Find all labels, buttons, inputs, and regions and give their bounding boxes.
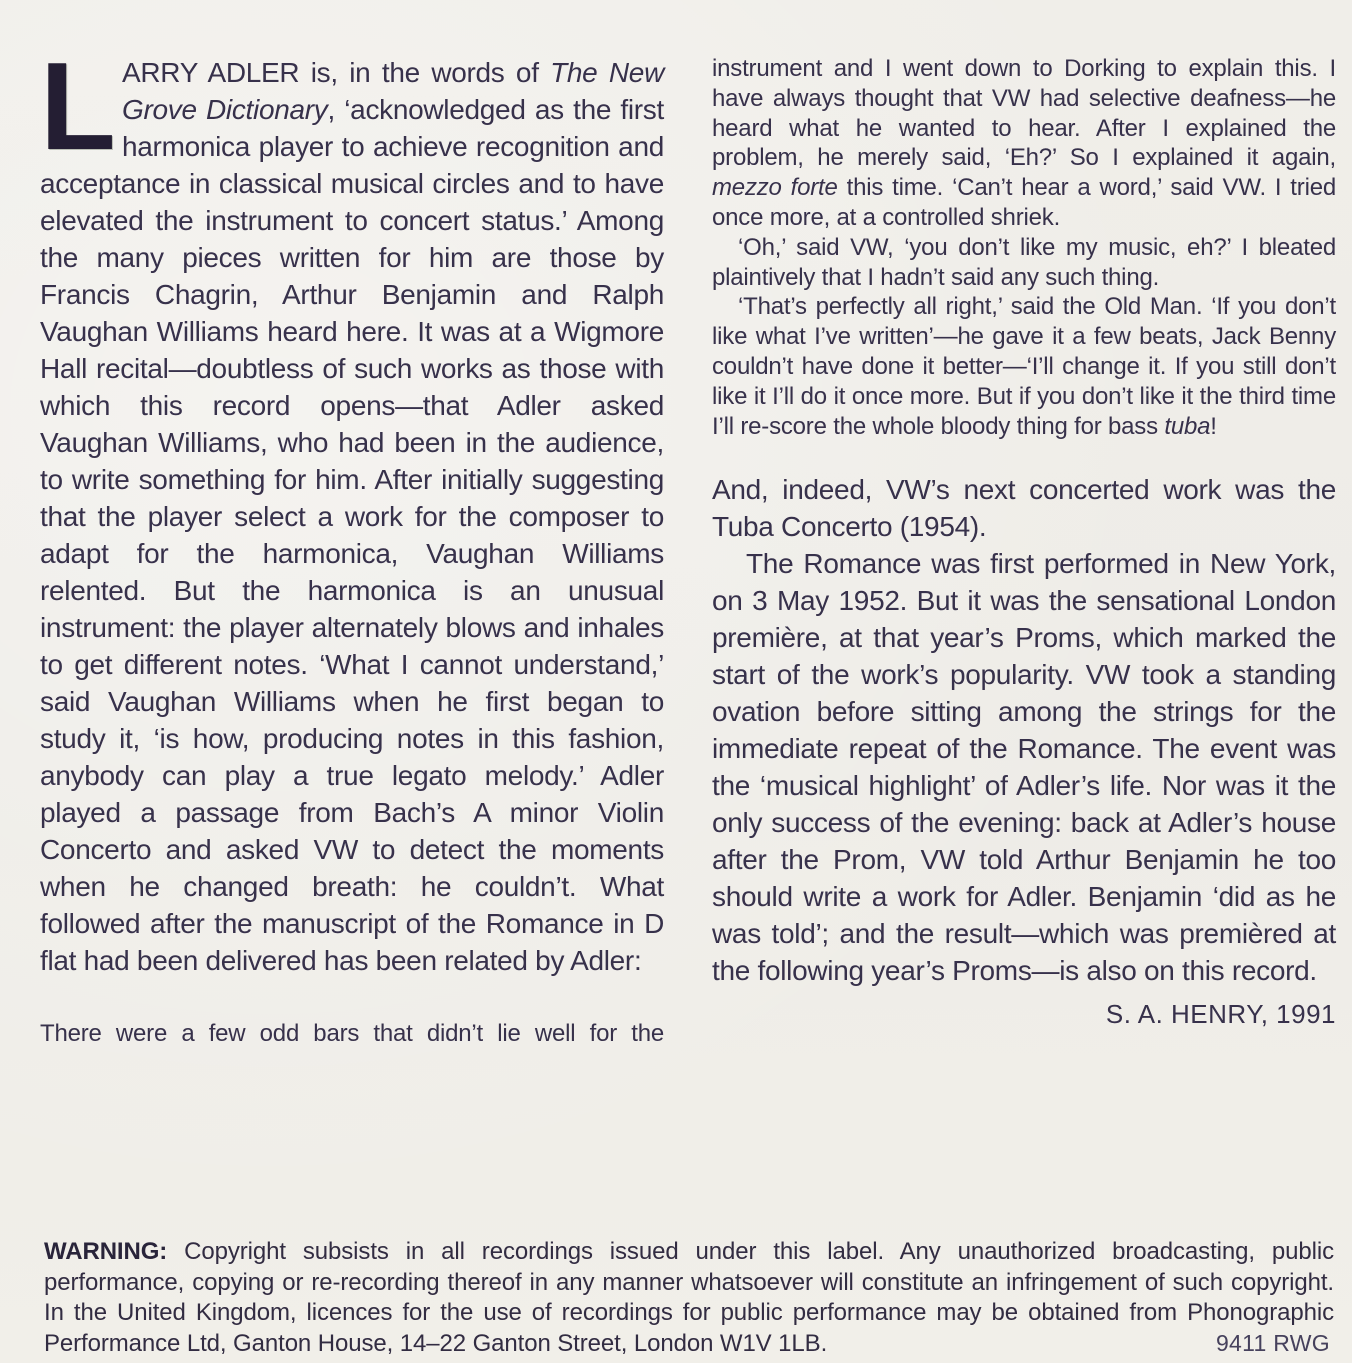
warning-label: WARNING:: [44, 1238, 168, 1265]
text-columns: [40, 38, 1336, 1049]
copyright-warning: [44, 1237, 1334, 1359]
adler-quote-block: [712, 54, 1336, 441]
quote-paragraph: instrument and I went down to Dorking to explain this. I have always thought that VW had selective deafness—he heard what he wanted to hear. After I explained the problem, he merely said, ‘Eh?’ So I explained it again, mezzo forte this time. ‘Can’t hear a word,’ said VW. I tried once more, at a controlled shriek.: [712, 55, 1336, 231]
left-column: [40, 38, 664, 1049]
author-byline: S. A. HENRY, 1991: [1105, 999, 1336, 1030]
main-paragraph: The Romance was first performed in New York, on 3 May 1952. But it was the sensational London première, at that year’s Proms, which marked the start of the work’s popularity. VW took a standing ovation before sitting among the strings for the immediate repeat of the Romance. The event was the ‘musical highlight’ of Adler’s life. Nor was it the only success of the evening: back at Adler’s house after the Prom, VW told Arthur Benjamin he too should write a work for Adler. Benjamin ‘did as he was told’; and the result—which was premièred at the following year’s Proms—is also on this record.: [712, 548, 1336, 987]
quote-intro-line: There were a few odd bars that didn’t lie well for the: [40, 1020, 664, 1047]
closing-text-block: [712, 471, 1336, 989]
quote-paragraph: ‘That’s perfectly all right,’ said the Old Man. ‘If you don’t like what I’ve written’—he gave it a few beats, Jack Benny couldn’t have done it better—‘I’ll change it. If you still don’t like it I’ll do it once more. But if you don’t like it the third time I’ll re-score the whole bloody thing for bass tuba!: [712, 293, 1336, 440]
dropcap-letter: L: [40, 38, 116, 176]
right-column: [712, 54, 1336, 1049]
main-paragraph: And, indeed, VW’s next concerted work was the Tuba Concerto (1954).: [712, 474, 1336, 543]
opening-paragraph: [40, 38, 664, 979]
opening-paragraph-text: ARRY ADLER is, in the words of The New Grove Dictionary, ‘acknowledged as the first harmonica player to achieve recognition and acceptance in classical musical circles and to have elevated the instrument to concert status.’ Among the many pieces written for him are those by Francis Chagrin, Arthur Benjamin and Ralph Vaughan Williams heard here. It was at a Wigmore Hall recital—doubtless of such works as those with which this record opens—that Adler asked Vaughan Williams, who had been in the audience, to write something for him. After initially suggesting that the player select a work for the composer to adapt for the harmonica, Vaughan Williams relented. But the harmonica is an unusual instrument: the player alternately blows and inhales to get different notes. ‘What I cannot understand,’ said Vaughan Williams when he first began to study it, ‘is how, producing notes in this fashion, anybody can play a true legato melody.’ Adler played a passage from Bach’s A minor Violin Concerto and asked VW to detect the moments when he changed breath: he couldn’t. What followed after the manuscript of the Romance in D flat had been delivered has been related by Adler:: [40, 57, 664, 976]
quote-paragraph: ‘Oh,’ said VW, ‘you don’t like my music, eh?’ I bleated plaintively that I hadn’t said any such thing.: [712, 233, 1336, 291]
catalog-code: 9411 RWG: [1215, 1329, 1330, 1356]
warning-text: Copyright subsists in all recordings issued under this label. Any unauthorized broadcasting, public performance, copying or re-recording thereof in any manner whatsoever will constitute an infringement of such copyright. In the United Kingdom, licences for the use of recordings for public performance may be obtained from Phonographic Performance Ltd, Ganton House, 14–22 Ganton Street, London W1V 1LB.: [44, 1238, 1334, 1357]
